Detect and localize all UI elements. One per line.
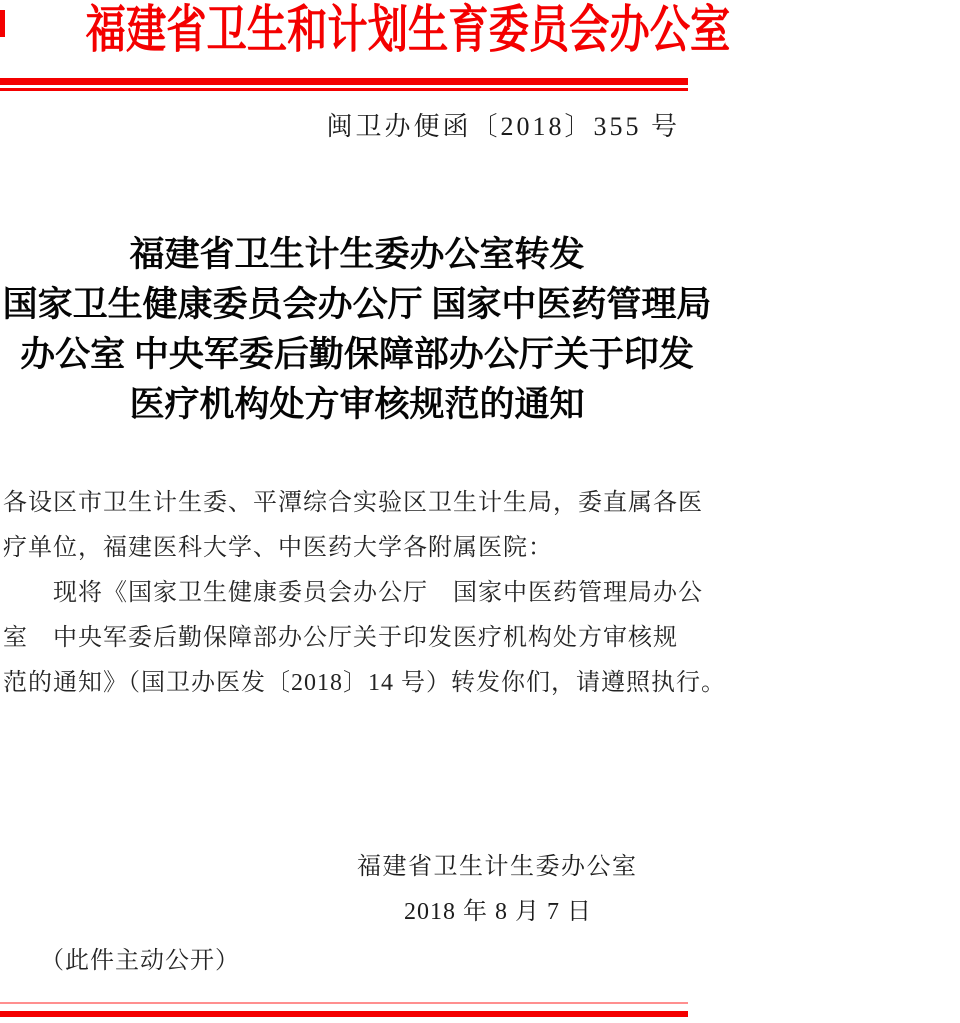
document-title-line-1: 福建省卫生计生委办公室转发 — [129, 235, 585, 274]
body-paragraph-line-2: 室 中央军委后勤保障部办公厅关于印发医疗机构处方审核规 — [3, 625, 678, 651]
document-title — [0, 230, 714, 430]
document-title-line-2: 国家卫生健康委员会办公厅 国家中医药管理局 — [2, 285, 712, 324]
document-title-line-3: 办公室 中央军委后勤保障部办公厅关于印发 — [20, 335, 694, 374]
footer-rule-thin — [0, 1002, 688, 1004]
body-salutation-line-2: 疗单位，福建医科大学、中医药大学各附属医院： — [3, 535, 553, 561]
signature-date: 2018 年 8 月 7 日 — [404, 899, 592, 925]
disclosure-note: （此件主动公开） — [40, 948, 240, 974]
letterhead-rule-thick — [0, 78, 688, 85]
body-paragraph-line-3: 范的通知》（国卫办医发〔2018〕14 号）转发你们，请遵照执行。 — [3, 670, 726, 696]
signature-organization: 福建省卫生计生委办公室 — [357, 854, 638, 880]
document-title-line-4: 医疗机构处方审核规范的通知 — [129, 385, 585, 424]
footer-rule-thick — [0, 1011, 688, 1017]
letterhead-org-title — [0, 1, 731, 61]
body-paragraph-line-1: 现将《国家卫生健康委员会办公厅 国家中医药管理局办公 — [53, 580, 703, 606]
document-reference-number: 闽卫办便函〔2018〕355 号 — [326, 112, 680, 141]
document-body — [3, 481, 726, 706]
letterhead-org-title-text: 福建省卫生和计划生育委员会办公室 — [85, 3, 731, 59]
body-salutation-line-1: 各设区市卫生计生委、平潭综合实验区卫生计生局，委直属各医 — [3, 490, 703, 516]
letterhead-rule-thin — [0, 88, 688, 91]
